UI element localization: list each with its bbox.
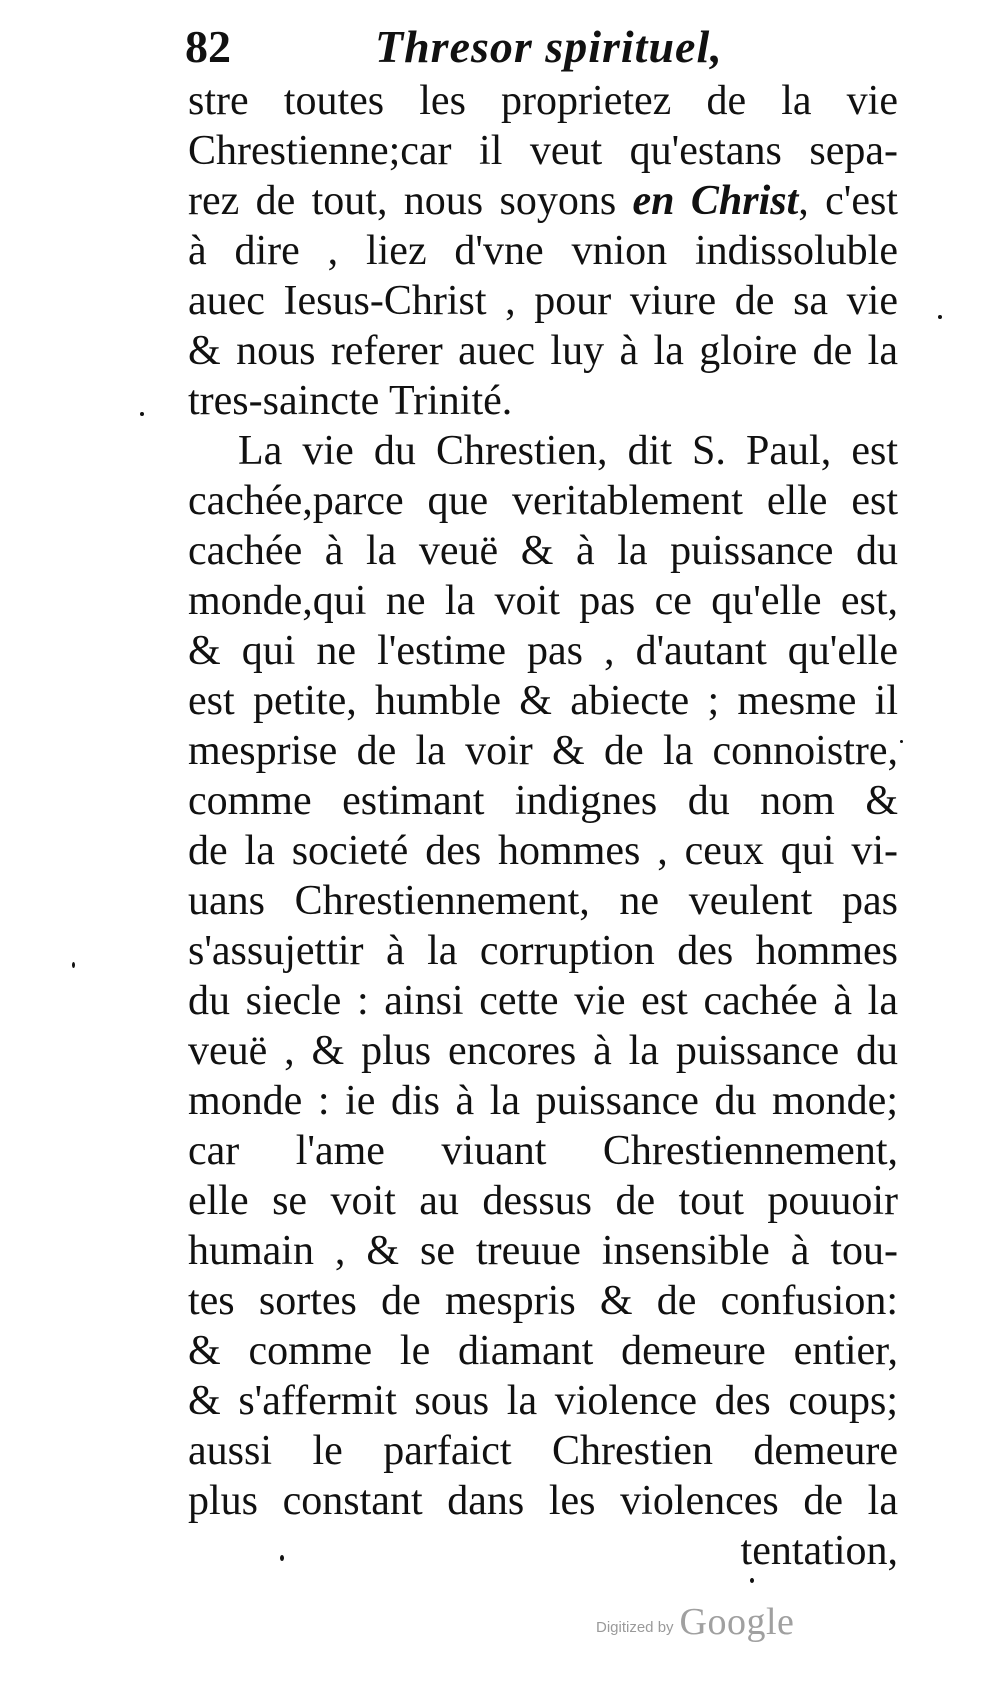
scan-speck [900, 740, 903, 743]
text-line: & qui ne l'estime pas , d'autant qu'elle [188, 628, 898, 674]
text-line: uans Chrestiennement, ne veulent pas [188, 878, 898, 924]
text-line: & nous referer auec luy à la gloire de la [188, 328, 898, 374]
text-line-with-italic: rez de tout, nous soyons en Christ, c'est [188, 178, 898, 224]
text-line: & comme le diamant demeure entier, [188, 1328, 898, 1374]
text-line: veuë , & plus encores à la puissance du [188, 1028, 898, 1074]
text-line: car l'ame viuant Chrestiennement, [188, 1128, 898, 1174]
digitized-by-google-watermark [596, 1600, 794, 1644]
page-number: 82 [185, 21, 231, 72]
scan-speck [280, 1555, 284, 1561]
text-line: à dire , liez d'vne vnion indissoluble [188, 228, 898, 274]
italic-phrase: en Christ [632, 178, 799, 224]
text-line: elle se voit au dessus de tout pouuoir [188, 1178, 898, 1224]
text-line: tes sortes de mespris & de confusion: [188, 1278, 898, 1324]
body-text [188, 76, 898, 1576]
catchword: tentation, [740, 1528, 898, 1574]
text-line: plus constant dans les violences de la [188, 1478, 898, 1524]
text-line: comme estimant indignes du nom & [188, 778, 898, 824]
running-title: Thresor spirituel, [375, 21, 723, 72]
scan-speck [140, 412, 144, 416]
text-line: & s'affermit sous la violence des coups; [188, 1378, 898, 1424]
text-line: de la societé des hommes , ceux qui vi- [188, 828, 898, 874]
text-line: cachée à la veuë & à la puissance du [188, 528, 898, 574]
text-line: cachée,parce que veritablement elle est [188, 478, 898, 524]
text-line: monde : ie dis à la puissance du monde; [188, 1078, 898, 1124]
text-line: Chrestienne;car il veut qu'estans sepa- [188, 128, 898, 174]
text-line: du siecle : ainsi cette vie est cachée à la [188, 978, 898, 1024]
watermark-prefix: Digitized by [596, 1619, 674, 1636]
text-line: mesprise de la voir & de la connoistre, [188, 728, 898, 774]
text-line: s'assujettir à la corruption des hommes [188, 928, 898, 974]
text-line-paragraph-end: tres-saincte Trinité. [188, 378, 513, 424]
scan-speck [72, 962, 75, 968]
text-line: aussi le parfaict Chrestien demeure [188, 1428, 898, 1474]
text-line: est petite, humble & abiecte ; mesme il [188, 678, 898, 724]
text-line-paragraph-start: La vie du Chrestien, dit S. Paul, est [238, 428, 898, 474]
running-head [185, 12, 885, 82]
text-line: auec Iesus-Christ , pour viure de sa vie [188, 278, 898, 324]
scan-speck [750, 1578, 754, 1583]
google-logo: Google [679, 1601, 795, 1643]
scan-speck [938, 315, 942, 319]
text-line: monde,qui ne la voit pas ce qu'elle est, [188, 578, 898, 624]
text-line: stre toutes les proprietez de la vie [188, 78, 898, 124]
text-line: humain , & se treuue insensible à tou- [188, 1228, 898, 1274]
